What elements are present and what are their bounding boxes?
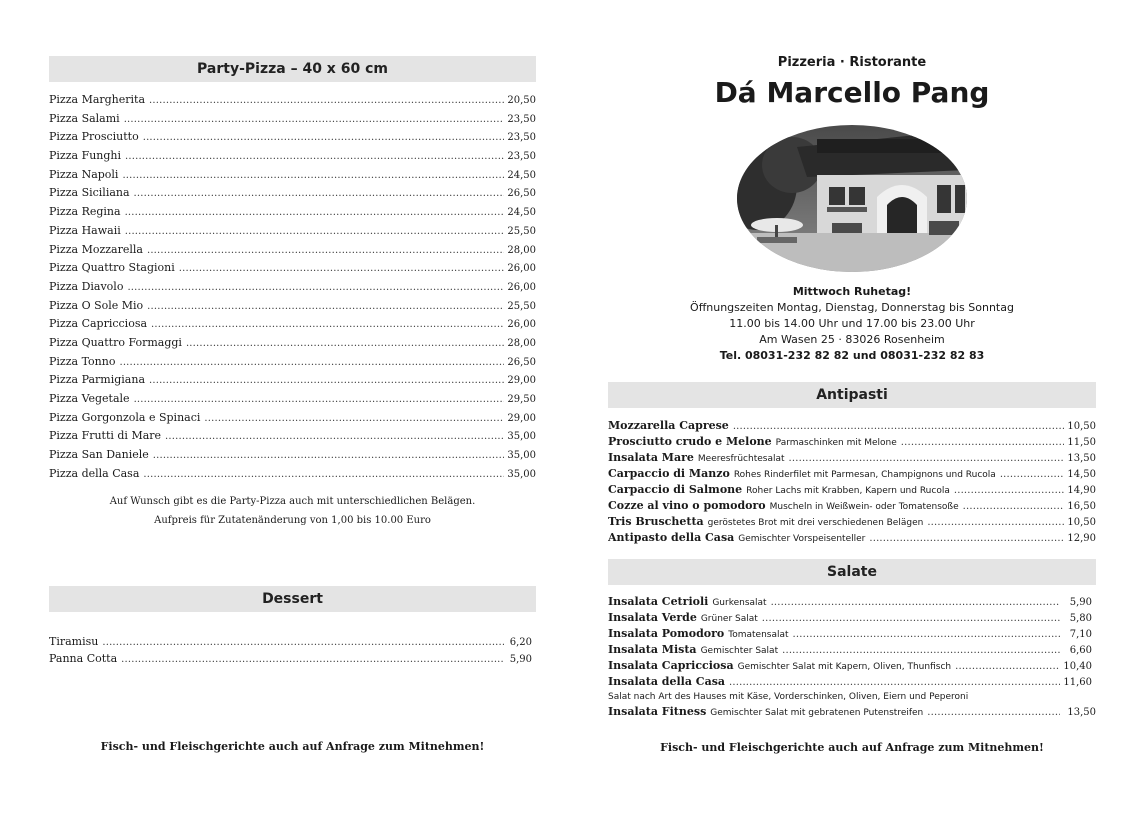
dot-leader	[729, 675, 1060, 690]
dot-leader	[793, 627, 1060, 642]
item-price: 35,00	[507, 468, 536, 480]
dot-leader	[955, 659, 1060, 674]
dot-leader	[869, 531, 1064, 546]
item-name: Insalata Verde	[608, 611, 697, 624]
takeaway-note: Fisch- und Fleischgerichte auch auf Anfrage zum Mitnehmen!	[100, 740, 485, 753]
item-price: 13,50	[1067, 707, 1096, 718]
item-name: Pizza O Sole Mio	[49, 298, 144, 312]
item-name: Carpaccio di Salmone	[608, 483, 743, 496]
item-description: Rohes Rinderfilet mit Parmesan, Champignons und Rucola	[733, 470, 996, 480]
item-name: Insalata Cetrioli	[608, 595, 709, 608]
antipasti-list	[608, 418, 1096, 546]
item-price: 26,50	[507, 188, 536, 200]
casa-salad-note: Salat nach Art des Hauses mit Käse, Vorderschinken, Oliven, Eiern und Peperoni	[608, 692, 969, 702]
dot-leader	[927, 705, 1060, 720]
item-price: 20,50	[507, 95, 536, 106]
list-item	[49, 409, 536, 428]
item-price: 23,50	[507, 132, 536, 144]
item-name: Pizza Napoli	[49, 167, 119, 181]
item-price: 26,00	[507, 281, 536, 293]
item-description: Gemischter Vorspeisenteller	[738, 534, 866, 544]
dot-leader	[119, 354, 504, 372]
item-price: 10,50	[1067, 421, 1096, 432]
item-name: Pizza Hawaii	[49, 223, 121, 237]
list-item	[49, 650, 536, 667]
item-name: Carpaccio di Manzo	[608, 467, 730, 480]
item-name: Pizza Diavolo	[49, 279, 124, 293]
item-price: 11,60	[1063, 677, 1092, 688]
item-price: 23,50	[507, 151, 536, 163]
item-name: Cozze al vino o pomodoro	[608, 499, 766, 512]
item-name: Tiramisu	[49, 635, 99, 648]
list-item	[49, 110, 536, 129]
closed-day: Mittwoch Ruhetag!	[792, 285, 912, 298]
item-price: 14,50	[1067, 469, 1096, 480]
item-price: 28,00	[507, 244, 536, 256]
item-description: Meeresfrüchtesalat	[697, 454, 785, 464]
item-price: 10,40	[1063, 661, 1092, 672]
item-price: 29,50	[507, 394, 536, 405]
item-price: 24,50	[507, 169, 536, 181]
dot-leader	[149, 372, 504, 390]
dot-leader	[127, 279, 504, 297]
takeaway-note: Fisch- und Fleischgerichte auch auf Anfrage zum Mitnehmen!	[660, 741, 1044, 754]
list-item	[608, 594, 1096, 610]
dot-leader	[963, 499, 1064, 514]
item-price: 7,10	[1069, 629, 1092, 640]
list-item	[608, 418, 1096, 434]
list-item	[49, 241, 536, 260]
dot-leader	[125, 148, 504, 166]
list-item	[49, 353, 536, 372]
item-description: Gurkensalat	[712, 598, 767, 608]
item-price: 26,00	[507, 263, 536, 275]
note-line: Auf Wunsch gibt es die Party-Pizza auch mit unterschiedlichen Belägen.	[109, 496, 476, 507]
dot-leader	[165, 428, 504, 446]
list-item	[49, 446, 536, 465]
dot-leader	[151, 316, 504, 334]
dot-leader	[134, 391, 504, 409]
item-name: Insalata Capricciosa	[608, 659, 734, 672]
item-description: Roher Lachs mit Krabben, Kapern und Rucola	[746, 486, 950, 496]
item-name: Pizza Regina	[49, 205, 121, 219]
dot-leader	[147, 298, 504, 316]
list-item	[49, 633, 536, 650]
item-name: Insalata Fitness	[608, 705, 707, 718]
dot-leader	[125, 204, 504, 222]
list-item	[608, 674, 1096, 690]
item-name: Pizza Vegetale	[49, 392, 130, 405]
dot-leader	[122, 167, 504, 185]
item-description: Gemischter Salat mit Kapern, Oliven, Thunfisch	[737, 662, 952, 672]
item-price: 5,90	[1069, 597, 1092, 608]
item-name: Pizza della Casa	[49, 466, 140, 480]
party-pizza-list	[49, 91, 536, 483]
item-description: Grüner Salat	[700, 614, 758, 624]
item-price: 25,50	[507, 300, 536, 312]
item-name: Pizza Prosciutto	[49, 130, 139, 144]
list-item	[608, 642, 1096, 658]
dot-leader	[143, 466, 504, 484]
brand-subtitle: Pizzeria · Ristorante	[777, 55, 927, 70]
item-price: 12,90	[1067, 533, 1096, 544]
dot-leader	[927, 515, 1064, 530]
item-price: 5,80	[1069, 613, 1092, 624]
item-name: Pizza Frutti di Mare	[49, 429, 162, 443]
list-item	[608, 434, 1096, 450]
list-item	[608, 530, 1096, 546]
item-price: 16,50	[1067, 501, 1096, 512]
list-item	[49, 465, 536, 484]
item-name: Insalata Pomodoro	[608, 627, 725, 640]
list-item	[49, 427, 536, 446]
salate-header: Salate	[608, 559, 1096, 585]
list-item	[49, 166, 536, 185]
item-price: 23,50	[507, 113, 536, 125]
item-name: Pizza Margherita	[49, 93, 146, 106]
list-item	[49, 222, 536, 241]
item-name: Pizza San Daniele	[49, 448, 149, 462]
item-name: Pizza Salami	[49, 111, 120, 125]
list-item	[49, 128, 536, 147]
dot-leader	[1000, 467, 1064, 482]
dot-leader	[125, 223, 504, 241]
dot-leader	[782, 643, 1060, 658]
dot-leader	[147, 242, 504, 260]
item-price: 5,90	[509, 654, 532, 665]
item-name: Pizza Mozzarella	[49, 242, 143, 256]
item-name: Pizza Siciliana	[49, 186, 130, 200]
item-price: 29,00	[507, 375, 536, 387]
dessert-list	[49, 633, 536, 667]
list-item	[608, 626, 1096, 642]
item-name: Pizza Funghi	[49, 149, 122, 163]
item-name: Pizza Gorgonzola e Spinaci	[49, 410, 201, 424]
item-name: Pizza Quattro Formaggi	[49, 335, 182, 349]
list-item	[608, 610, 1096, 626]
list-item	[49, 278, 536, 297]
salate-list	[608, 594, 1096, 720]
item-price: 28,00	[507, 337, 536, 349]
item-description: Tomatensalat	[728, 630, 789, 640]
note-line: Aufpreis für Zutatenänderung von 1,00 bis 10.00 Euro	[154, 515, 431, 526]
item-price: 26,50	[507, 356, 536, 368]
dot-leader	[204, 410, 504, 428]
dessert-header: Dessert	[49, 586, 536, 612]
list-item	[608, 658, 1096, 674]
opening-info	[608, 284, 1096, 364]
list-item	[608, 514, 1096, 530]
phone-numbers: Tel. 08031-232 82 82 und 08031-232 82 83	[719, 349, 985, 362]
item-name: Pizza Capricciosa	[49, 317, 148, 331]
antipasti-header: Antipasti	[608, 382, 1096, 408]
dot-leader	[179, 260, 504, 278]
item-description: Gemischter Salat mit gebratenen Putenstreifen	[710, 708, 924, 718]
list-item	[608, 498, 1096, 514]
dot-leader	[901, 435, 1064, 450]
list-item	[608, 482, 1096, 498]
item-price: 29,00	[507, 412, 536, 424]
item-price: 6,20	[509, 637, 532, 648]
dot-leader	[143, 129, 504, 147]
list-item	[49, 297, 536, 316]
item-price: 25,50	[507, 225, 536, 237]
item-name: Mozzarella Caprese	[608, 419, 729, 432]
right-page	[608, 0, 1096, 816]
item-price: 13,50	[1067, 453, 1096, 464]
item-price: 14,90	[1067, 485, 1096, 496]
item-name: Insalata Mare	[608, 451, 694, 464]
opening-hours: Öffnungszeiten Montag, Dienstag, Donnerstag bis Sonntag	[690, 301, 1014, 314]
item-description: Parmaschinken mit Melone	[775, 438, 897, 448]
list-item	[49, 91, 536, 110]
dot-leader	[124, 111, 504, 129]
party-pizza-note	[49, 492, 536, 530]
item-name: Antipasto della Casa	[608, 531, 735, 544]
restaurant-name: Dá Marcello Pang	[714, 76, 990, 109]
party-pizza-header: Party-Pizza – 40 x 60 cm	[49, 56, 536, 82]
dot-leader	[789, 451, 1064, 466]
item-price: 35,00	[507, 450, 536, 462]
list-item	[49, 259, 536, 278]
list-item	[49, 147, 536, 166]
list-item	[49, 315, 536, 334]
dot-leader	[762, 611, 1060, 626]
list-item	[49, 203, 536, 222]
dot-leader	[121, 651, 504, 667]
item-name: Pizza Parmigiana	[49, 373, 145, 387]
item-name: Tris Bruschetta	[608, 515, 704, 528]
item-description: Muscheln in Weißwein- oder Tomatensoße	[769, 502, 959, 512]
list-item	[49, 184, 536, 203]
item-name: Pizza Tonno	[49, 354, 116, 368]
dot-leader	[954, 483, 1064, 498]
item-name: Insalata della Casa	[608, 675, 726, 688]
item-description: geröstetes Brot mit drei verschiedenen Belägen	[707, 518, 924, 528]
dot-leader	[771, 595, 1060, 610]
dot-leader	[102, 634, 504, 650]
list-item	[49, 390, 536, 409]
item-price: 24,50	[507, 207, 536, 219]
item-price: 10,50	[1067, 517, 1096, 528]
dot-leader	[153, 447, 504, 465]
dot-leader	[186, 335, 504, 353]
item-name: Panna Cotta	[49, 652, 118, 665]
item-price: 35,00	[507, 431, 536, 443]
dot-leader	[149, 92, 504, 110]
restaurant-photo	[737, 125, 967, 272]
item-price: 26,00	[507, 319, 536, 331]
list-item	[49, 371, 536, 390]
list-item	[608, 704, 1096, 720]
item-name: Insalata Mista	[608, 643, 697, 656]
dot-leader	[733, 419, 1064, 434]
dot-leader	[134, 185, 504, 203]
list-item	[49, 334, 536, 353]
left-page	[49, 0, 536, 816]
opening-times: 11.00 bis 14.00 Uhr und 17.00 bis 23.00 Uhr	[729, 317, 975, 330]
item-name: Pizza Quattro Stagioni	[49, 261, 175, 275]
item-name: Prosciutto crudo e Melone	[608, 435, 772, 448]
item-price: 6,60	[1069, 645, 1092, 656]
item-description: Gemischter Salat	[700, 646, 779, 656]
address: Am Wasen 25 · 83026 Rosenheim	[759, 333, 945, 346]
item-price: 11,50	[1067, 437, 1096, 448]
list-item	[608, 450, 1096, 466]
list-item	[608, 466, 1096, 482]
